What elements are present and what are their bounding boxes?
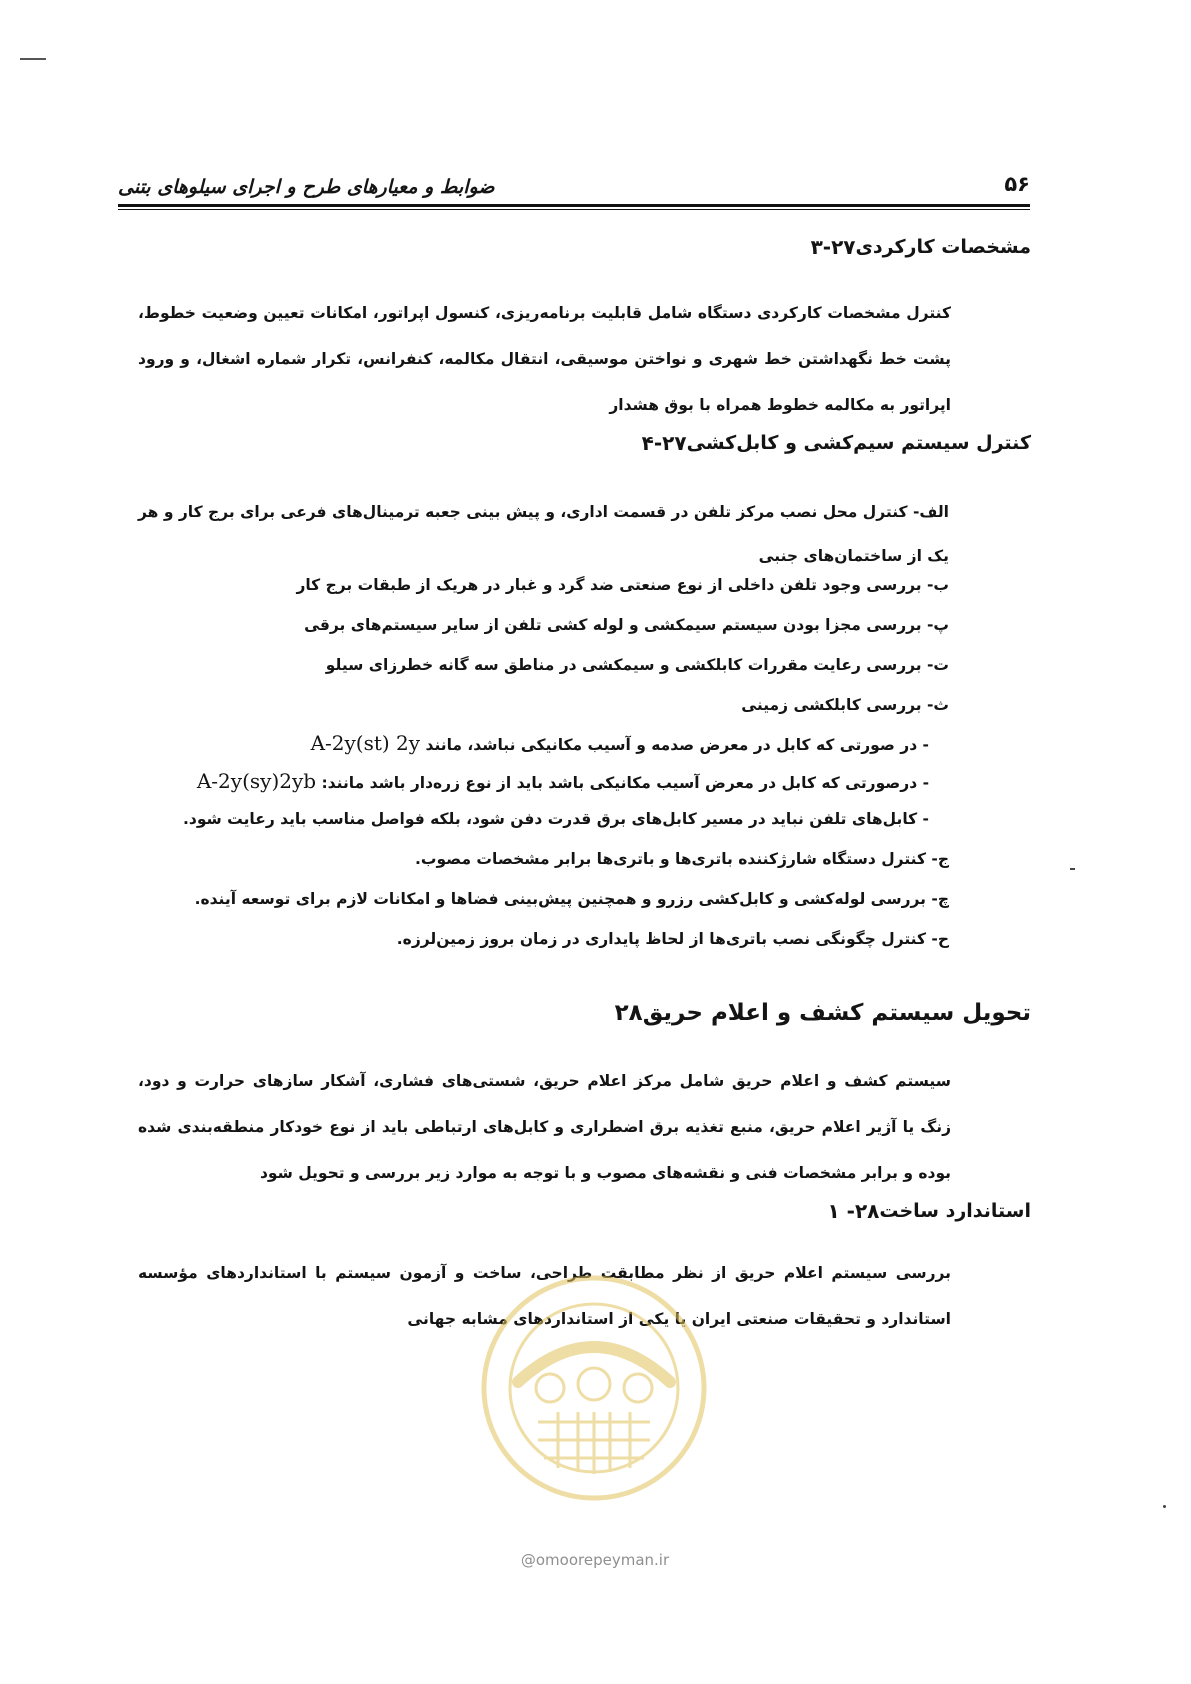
section-number: ۲۸	[614, 1000, 643, 1026]
list-item-text: الف- کنترل محل نصب مرکز تلفن در قسمت اداری، و پیش بینی جعبه ترمینال‌های فرعی برای برج کار و هر یک از ساختمان‌های جنبی	[138, 503, 949, 565]
page-number: ۵۶	[1004, 172, 1030, 196]
section-heading	[797, 1196, 1031, 1226]
list-item: ح- کنترل چگونگی نصب باتری‌ها از لحاظ پایداری در زمان بروز زمین‌لرزه.	[396, 930, 949, 948]
sub-list-item	[197, 766, 929, 798]
sub-list-item-text: - درصورتی که کابل در معرض آسیب مکانیکی باشد باید از نوع زره‌دار باشد مانند:	[321, 774, 929, 792]
circular-stamp-icon	[478, 1272, 710, 1504]
list-item: چ- بررسی لوله‌کشی و کابل‌کشی رزرو و همچنین پیش‌بینی فضاها و امکانات لازم برای توسعه آینده.	[194, 890, 949, 908]
section-heading	[773, 232, 1031, 262]
list-item: ث- بررسی کابلکشی زمینی	[741, 696, 949, 714]
list-item: ت- بررسی رعایت مقررات کابلکشی و سیمکشی در مناطق سه گانه خطرزای سیلو	[325, 656, 949, 674]
list-item	[138, 490, 949, 578]
watermark-url: @omoorepeyman.ir	[520, 1551, 670, 1569]
running-header-title: ضوابط و معیارهای طرح و اجرای سیلوهای بتنی	[118, 176, 495, 198]
list-item: پ- بررسی مجزا بودن سیستم سیمکشی و لوله کشی تلفن از سایر سیستم‌های برقی	[304, 616, 949, 634]
section-paragraph: کنترل مشخصات کارکردی دستگاه شامل قابلیت برنامه‌ریزی، کنسول اپراتور، امکانات تعیین وضعیت خطوط، پشت خط نگهداشتن خط شهری و نواختن موسیقی، انتقال مکالمه، کنفرانس، تکرار شماره اشغال، و ورود اپراتور به مکالمه خطوط همراه با بوق هشدار	[138, 304, 951, 414]
sub-list-item-text: - کابل‌های تلفن نباید در مسیر کابل‌های برق قدرت دفن شود، بلکه فواصل مناسب باید رعایت شود.	[182, 810, 929, 828]
scan-mark	[20, 58, 46, 60]
section-number: ۲۸- ۱	[827, 1199, 880, 1223]
list-item: ج- کنترل دستگاه شارژکننده باتری‌ها و باتری‌ها برابر مشخصات مصوب.	[414, 850, 949, 868]
section-title: استاندارد ساخت	[879, 1200, 1031, 1222]
section-title: مشخصات کارکردی	[855, 236, 1031, 258]
header-rule	[118, 204, 1030, 207]
list-item: ب- بررسی وجود تلفن داخلی از نوع صنعتی ضد گرد و غبار در هریک از طبقات برج کار	[296, 576, 949, 594]
sub-list-item	[311, 728, 929, 760]
at-icon: @	[520, 1551, 536, 1569]
section-heading	[605, 428, 1031, 458]
section-title: تحویل سیستم کشف و اعلام حریق	[642, 1000, 1031, 1026]
section-number: ۴-۲۷	[641, 431, 687, 455]
section-paragraph: سیستم کشف و اعلام حریق شامل مرکز اعلام حریق، شستی‌های فشاری، آشکار سازهای حرارت و دود، زنگ یا آژیر اعلام حریق، منبع تغذیه برق اضطراری و کابل‌های ارتباطی باید از نوع خودکار منطقه‌بندی شده بوده و برابر مشخصات فنی و نقشه‌های مصوب و با توجه به موارد زیر بررسی و تحویل شود	[138, 1072, 951, 1182]
header-rule	[118, 209, 1030, 210]
section-number: ۳-۲۷	[810, 235, 856, 259]
scan-speck	[1070, 868, 1075, 870]
section-heading	[561, 998, 1031, 1028]
sub-list-item	[183, 804, 929, 834]
sub-list-item-text: - در صورتی که کابل در معرض صدمه و آسیب مکانیکی نباشد، مانند	[425, 736, 929, 754]
cable-code: A-2y(sy)2yb	[196, 769, 317, 793]
section-paragraph: بررسی سیستم اعلام حریق از نظر مطابقت طراحی، ساخت و آزمون سیستم با استانداردهای مؤسسه استاندارد و تحقیقات صنعتی ایران یا یکی از استانداردهای مشابه جهانی	[138, 1264, 951, 1328]
cable-code: A-2y(st) 2y	[310, 731, 421, 755]
section-title: کنترل سیستم سیم‌کشی و کابل‌کشی	[686, 432, 1031, 454]
scan-speck	[1163, 1505, 1166, 1508]
